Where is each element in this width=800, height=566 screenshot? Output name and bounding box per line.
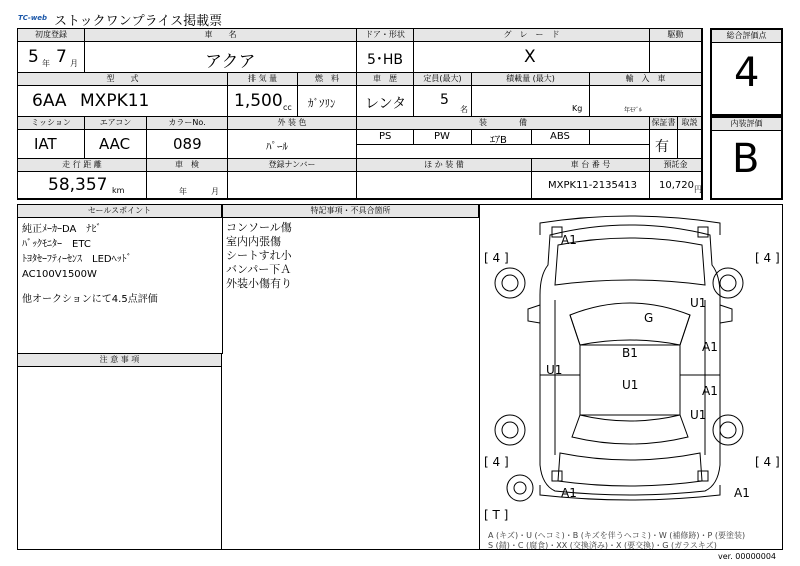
inspection-header: 車 検: [147, 159, 228, 172]
capacity-cell: [414, 86, 472, 117]
inspection-year: 年: [179, 187, 187, 196]
interior-score: B: [732, 136, 760, 182]
plate-cell: [228, 172, 357, 199]
exterior-color-cell: [228, 130, 357, 159]
damage-right-door: A1: [702, 340, 718, 354]
sales-points-body: [22, 222, 158, 307]
color-no-value: 089: [173, 135, 202, 153]
aircon-header: エアコン: [85, 117, 147, 130]
damage-glass: G: [644, 311, 654, 325]
equipment-header: 装 備: [357, 117, 650, 130]
page-title: ストックワンプライス掲載票: [54, 14, 223, 29]
equipment-airbag: ｴｱB: [490, 135, 507, 146]
name-header: 車 名: [85, 29, 357, 42]
damage-left-door: U1: [546, 363, 563, 377]
plate-header: 登録ナンバー: [228, 159, 357, 172]
sales-point-line: 他オークションにて4.5点評価: [22, 294, 158, 305]
exterior-color-value: ﾊﾟｰﾙ: [266, 140, 288, 153]
model-header: 型 式: [18, 73, 228, 86]
first-reg-year: 5: [28, 47, 39, 67]
deposit-cell: [650, 172, 702, 199]
equipment-3: [472, 130, 532, 145]
fuel-header: 燃 料: [298, 73, 357, 86]
inspection-month: 月: [211, 187, 219, 196]
model-cell: [18, 86, 228, 117]
load-cell: [472, 86, 590, 117]
first-reg-month: 7: [56, 47, 67, 67]
damage-rear-bumper-right: A1: [734, 486, 750, 500]
damage-roof-rear: U1: [622, 378, 639, 392]
tread-label: [ T ]: [484, 508, 509, 522]
load-unit: Kg: [572, 104, 583, 113]
manual-cell: [678, 130, 702, 159]
tire-fl-label: [ 4 ]: [484, 251, 509, 265]
displacement-value: 1,500: [234, 91, 283, 111]
sales-point-line: AC100V1500W: [22, 269, 97, 280]
grade-header: グ レ ー ド: [414, 29, 650, 42]
warranty-cell: [650, 130, 678, 159]
equipment-ps: PS: [379, 131, 392, 142]
deposit-unit: 円: [694, 185, 702, 194]
door-value: 5･HB: [367, 52, 404, 68]
deposit-value: 10,720: [659, 180, 694, 191]
damage-right-rear: U1: [690, 408, 707, 422]
deposit-header: 預託金: [650, 159, 702, 172]
fuel-cell: [298, 86, 357, 117]
sales-points-header: セールスポイント: [18, 205, 222, 218]
chassis-cell: [532, 172, 650, 199]
remarks-body: [226, 221, 292, 291]
history-value: レンタ: [365, 96, 407, 112]
sales-point-line: 純正ﾒｰｶｰDA ﾅﾋﾞ: [22, 224, 102, 235]
door-header: ドア・形状: [357, 29, 414, 42]
history-cell: [357, 86, 414, 117]
chassis-value: MXPK11-2135413: [548, 180, 637, 191]
first-reg-cell: [18, 42, 85, 73]
history-header: 車 歴: [357, 73, 414, 86]
first-reg-header: 初度登録: [18, 29, 85, 42]
name-cell: [85, 42, 357, 73]
damage-roof-front: B1: [622, 346, 638, 360]
interior-score-header: 内装評価: [712, 118, 781, 131]
first-reg-year-unit: 年: [42, 59, 50, 68]
remark-line: バンパー下Ａ: [226, 263, 292, 276]
door-cell: [357, 42, 414, 73]
import-header: 輸 入 車: [590, 73, 702, 86]
tire-rl-label: [ 4 ]: [484, 455, 509, 469]
inspection-cell: [147, 172, 228, 199]
grade-cell: [414, 42, 650, 73]
remarks-header: 特記事項・不具合箇所: [223, 205, 479, 218]
manual-header: 取説: [678, 117, 702, 130]
overall-score-box: [710, 28, 783, 116]
capacity-value: 5: [440, 92, 449, 108]
overall-score-header: 総合評価点: [712, 30, 781, 43]
color-no-cell: [147, 130, 228, 159]
other-equipment-header: ほ か 装 備: [357, 159, 532, 172]
sales-divider: [222, 205, 223, 354]
equipment-4: [532, 130, 590, 145]
interior-score-box: [710, 116, 783, 200]
aircon-cell: [85, 130, 147, 159]
load-header: 積載量 (最大): [472, 73, 590, 86]
sales-point-line: [22, 282, 158, 292]
mission-header: ミッション: [18, 117, 85, 130]
drive-cell: [650, 42, 702, 73]
remark-line: 外装小傷有り: [226, 277, 292, 290]
equipment-abs: ABS: [550, 131, 570, 142]
damage-legend-line2: S (錆)・C (腐食)・XX (交換済み)・X (要交換)・G (ガラスキズ): [488, 541, 717, 550]
aircon-value: AAC: [99, 135, 131, 153]
damage-rear-bumper-left: A1: [561, 486, 577, 500]
equipment-pw: PW: [434, 131, 450, 142]
sales-point-line: ﾄﾖﾀｾｰﾌﾃｨｰｾﾝｽ LEDﾍｯﾄﾞ: [22, 254, 132, 265]
warranty-header: 保証書: [650, 117, 678, 130]
warranty-value: 有: [655, 139, 669, 155]
mileage-unit: km: [112, 186, 125, 195]
equipment-5: [590, 130, 650, 145]
mission-value: IAT: [34, 135, 57, 153]
other-equipment-cell: [357, 172, 532, 199]
tire-rr-label: [ 4 ]: [755, 455, 780, 469]
overall-score: 4: [734, 50, 760, 96]
chassis-header: 車 台 番 号: [532, 159, 650, 172]
company-logo: TC-web: [18, 14, 48, 22]
mileage-header: 走 行 距 離: [18, 159, 147, 172]
displacement-unit: cc: [283, 103, 292, 112]
model-value: MXPK11: [80, 91, 150, 111]
grade-value: X: [524, 47, 536, 67]
equipment-1: [357, 130, 414, 145]
import-model-year: 年ﾓﾃﾞﾙ: [624, 107, 643, 114]
fuel-value: ｶﾞｿﾘﾝ: [308, 97, 336, 110]
displacement-header: 排 気 量: [228, 73, 298, 86]
import-cell: [590, 86, 702, 117]
version-label: ver. 00000004: [718, 552, 777, 561]
exterior-color-header: 外 装 色: [228, 117, 357, 130]
car-name: アクア: [205, 52, 256, 72]
sales-point-line: ﾊﾞｯｸﾓﾆﾀｰ ETC: [22, 239, 91, 250]
first-reg-month-unit: 月: [70, 59, 78, 68]
notes-body: [18, 367, 222, 549]
damage-legend-line1: A (キズ)・U (ヘコミ)・B (キズを伴うヘコミ)・W (補修跡)・P (要塗装): [488, 531, 746, 540]
remark-line: コンソール傷: [226, 221, 292, 234]
remark-line: 室内内張傷: [226, 235, 281, 248]
model-prefix: 6AA: [32, 91, 67, 111]
displacement-cell: [228, 86, 298, 117]
remark-line: シートすれ小: [226, 249, 292, 262]
capacity-header: 定員(最大): [414, 73, 472, 86]
mission-cell: [18, 130, 85, 159]
notes-header: 注 意 事 項: [18, 354, 222, 367]
tire-fr-label: [ 4 ]: [755, 251, 780, 265]
mileage-value: 58,357: [48, 175, 108, 195]
color-no-header: カラーNo.: [147, 117, 228, 130]
damage-right-rear-door: A1: [702, 384, 718, 398]
mileage-cell: [18, 172, 147, 199]
drive-header: 駆動: [650, 29, 702, 42]
equipment-2: [414, 130, 472, 145]
capacity-unit: 名: [460, 105, 468, 114]
equipment-row2: [357, 145, 650, 159]
damage-front-bumper: A1: [561, 233, 577, 247]
damage-right-front: U1: [690, 296, 707, 310]
